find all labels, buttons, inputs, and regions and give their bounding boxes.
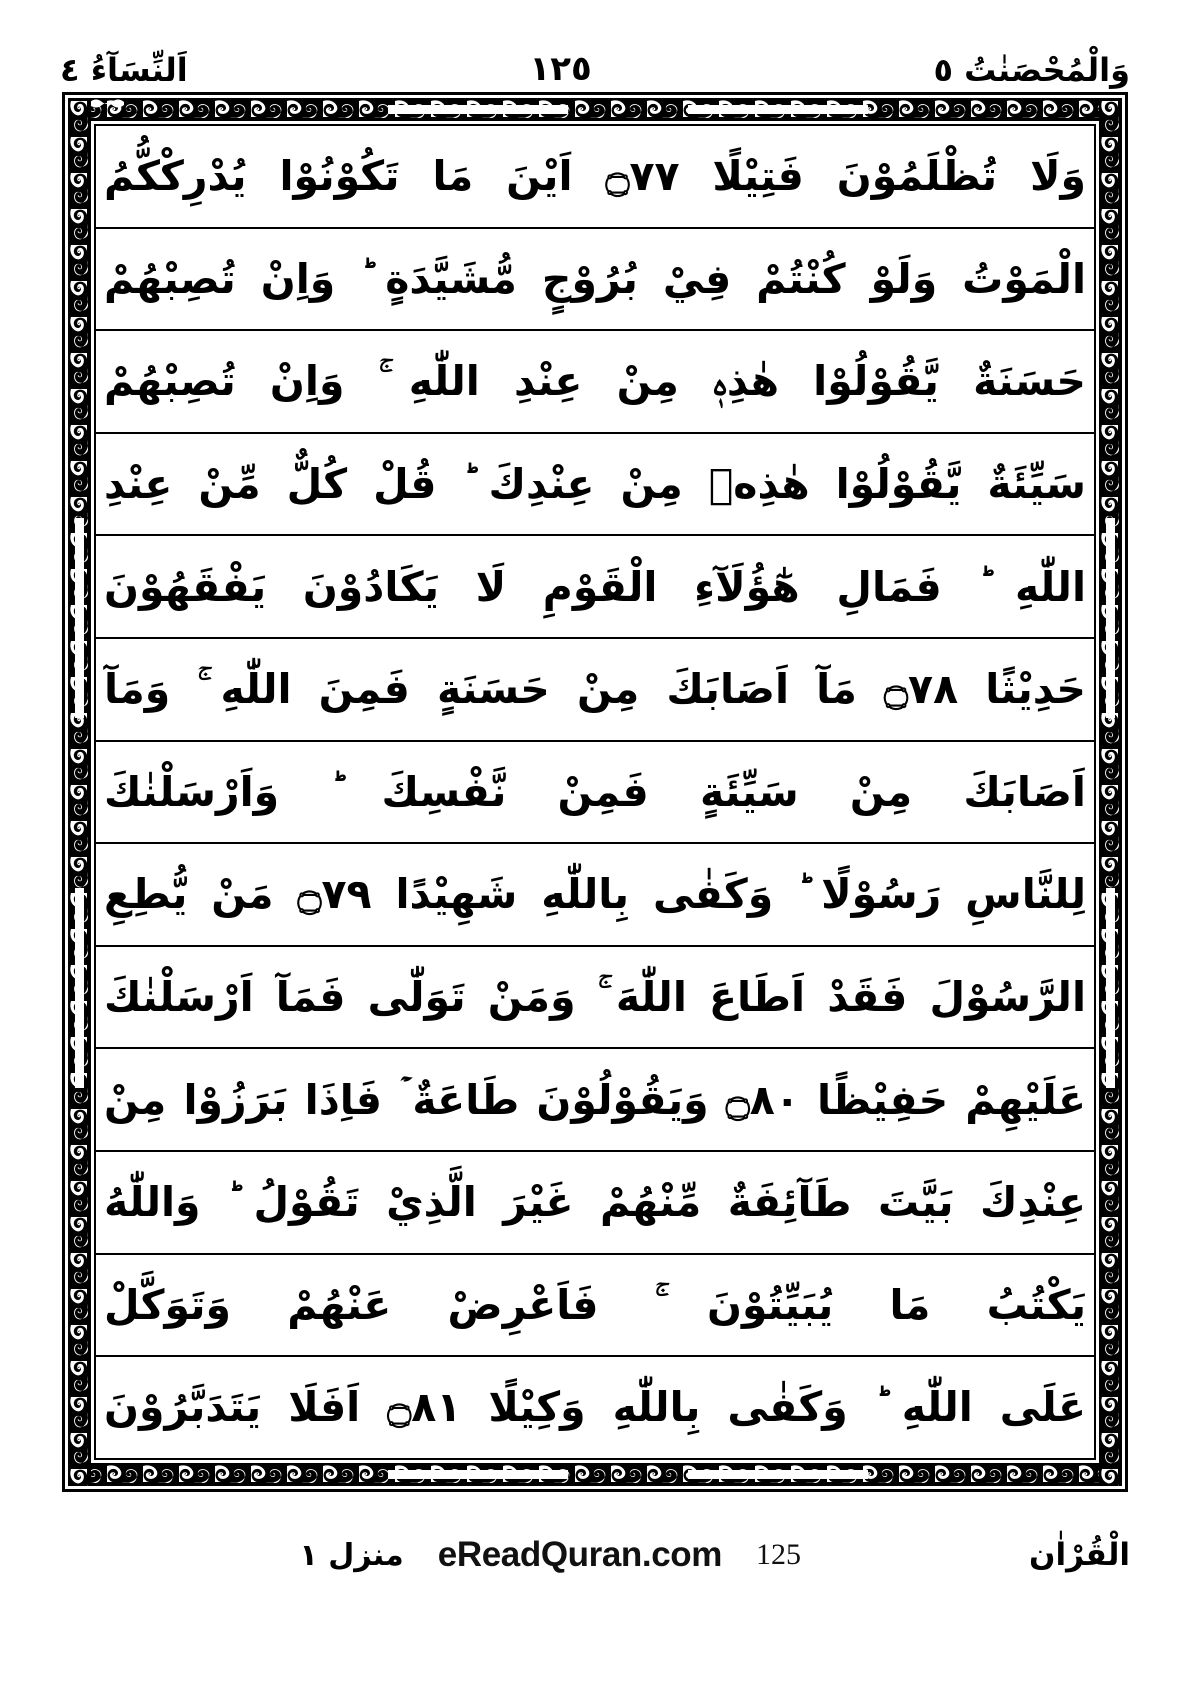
ornament-border-top xyxy=(68,98,1122,121)
quran-line-text: اللّٰهِ ؕ فَمَالِ هٰٓؤُلَآءِ الْقَوْمِ لَا يَكَادُوْنَ يَفْقَهُوْنَ xyxy=(104,562,1086,611)
quran-line-13 xyxy=(96,1357,1094,1458)
surah-label: اَلنِّسَآءُ ٤ xyxy=(60,51,188,89)
page-header xyxy=(60,28,1130,89)
footer-center-group xyxy=(299,1535,801,1575)
quran-line-text: الْمَوْتُ وَلَوْ كُنْتُمْ فِيْ بُرُوْجٍ مُّشَيَّدَةٍ ؕ وَاِنْ تُصِبْهُمْ xyxy=(104,254,1086,303)
quran-line-text: يَكْتُبُ مَا يُبَيِّتُوْنَ ۚ فَاَعْرِضْ عَنْهُمْ وَتَوَكَّلْ xyxy=(104,1280,1086,1329)
ornament-border-right xyxy=(1099,98,1122,1486)
quran-line-12 xyxy=(96,1255,1094,1358)
quran-line-text: عِنْدِكَ بَيَّتَ طَآئِفَةٌ مِّنْهُمْ غَيْرَ الَّذِيْ تَقُوْلُ ؕ وَاللّٰهُ xyxy=(104,1178,1086,1227)
page-number-arabic: ١٢٥ xyxy=(529,49,592,89)
quran-text-block xyxy=(94,124,1096,1460)
page-footer xyxy=(60,1520,1130,1590)
manzil-label: منزل ١ xyxy=(299,1537,404,1573)
quran-line-text: وَلَا تُظْلَمُوْنَ فَتِيْلًا ۝٧٧ اَيْنَ مَا تَكُوْنُوْا يُدْرِكْكُّمُ xyxy=(104,152,1086,201)
quran-line-6 xyxy=(96,639,1094,742)
quran-word-label: الْقُرْاٰن xyxy=(1029,1537,1130,1573)
juz-label: وَالْمُحْصَنٰتُ ٥ xyxy=(933,51,1130,89)
quran-line-text: حَدِيْثًا ۝٧٨ مَآ اَصَابَكَ مِنْ حَسَنَةٍ فَمِنَ اللّٰهِ ۚ وَمَآ xyxy=(104,665,1086,714)
quran-line-10 xyxy=(96,1049,1094,1152)
quran-line-text: عَلَى اللّٰهِ ؕ وَكَفٰى بِاللّٰهِ وَكِيْلًا ۝٨١ اَفَلَا يَتَدَبَّرُوْنَ xyxy=(104,1383,1086,1432)
ornament-border-left xyxy=(68,98,91,1486)
quran-line-5 xyxy=(96,536,1094,639)
quran-line-9 xyxy=(96,947,1094,1050)
quran-line-3 xyxy=(96,331,1094,434)
quran-line-8 xyxy=(96,844,1094,947)
page-number-latin: 125 xyxy=(755,1538,801,1571)
quran-line-2 xyxy=(96,229,1094,332)
quran-line-4 xyxy=(96,434,1094,537)
quran-line-text: الرَّسُوْلَ فَقَدْ اَطَاعَ اللّٰهَ ۚ وَمَنْ تَوَلّٰى فَمَآ اَرْسَلْنٰكَ xyxy=(104,973,1086,1022)
quran-line-text: اَصَابَكَ مِنْ سَيِّئَةٍ فَمِنْ نَّفْسِكَ ؕ وَاَرْسَلْنٰكَ xyxy=(104,767,1086,816)
quran-line-11 xyxy=(96,1152,1094,1255)
ornament-border-bottom xyxy=(68,1463,1122,1486)
quran-line-1 xyxy=(96,126,1094,229)
quran-line-7 xyxy=(96,742,1094,845)
quran-line-text: لِلنَّاسِ رَسُوْلًا ؕ وَكَفٰى بِاللّٰهِ شَهِيْدًا ۝٧٩ مَنْ يُّطِعِ xyxy=(104,870,1087,919)
site-brand-link[interactable]: eReadQuran.com xyxy=(437,1535,722,1574)
quran-line-text: عَلَيْهِمْ حَفِيْظًا ۝٨٠ وَيَقُوْلُوْنَ طَاعَةٌ ۡ فَاِذَا بَرَزُوْا مِنْ xyxy=(104,1075,1086,1124)
quran-line-text: سَيِّئَةٌ يَّقُوْلُوْا هٰذِهٖ مِنْ عِنْدِكَ ؕ قُلْ كُلٌّ مِّنْ عِنْدِ xyxy=(104,460,1086,508)
quran-line-text: حَسَنَةٌ يَّقُوْلُوْا هٰذِهٖ مِنْ عِنْدِ اللّٰهِ ۚ وَاِنْ تُصِبْهُمْ xyxy=(104,357,1086,406)
ornamental-frame xyxy=(62,92,1128,1492)
